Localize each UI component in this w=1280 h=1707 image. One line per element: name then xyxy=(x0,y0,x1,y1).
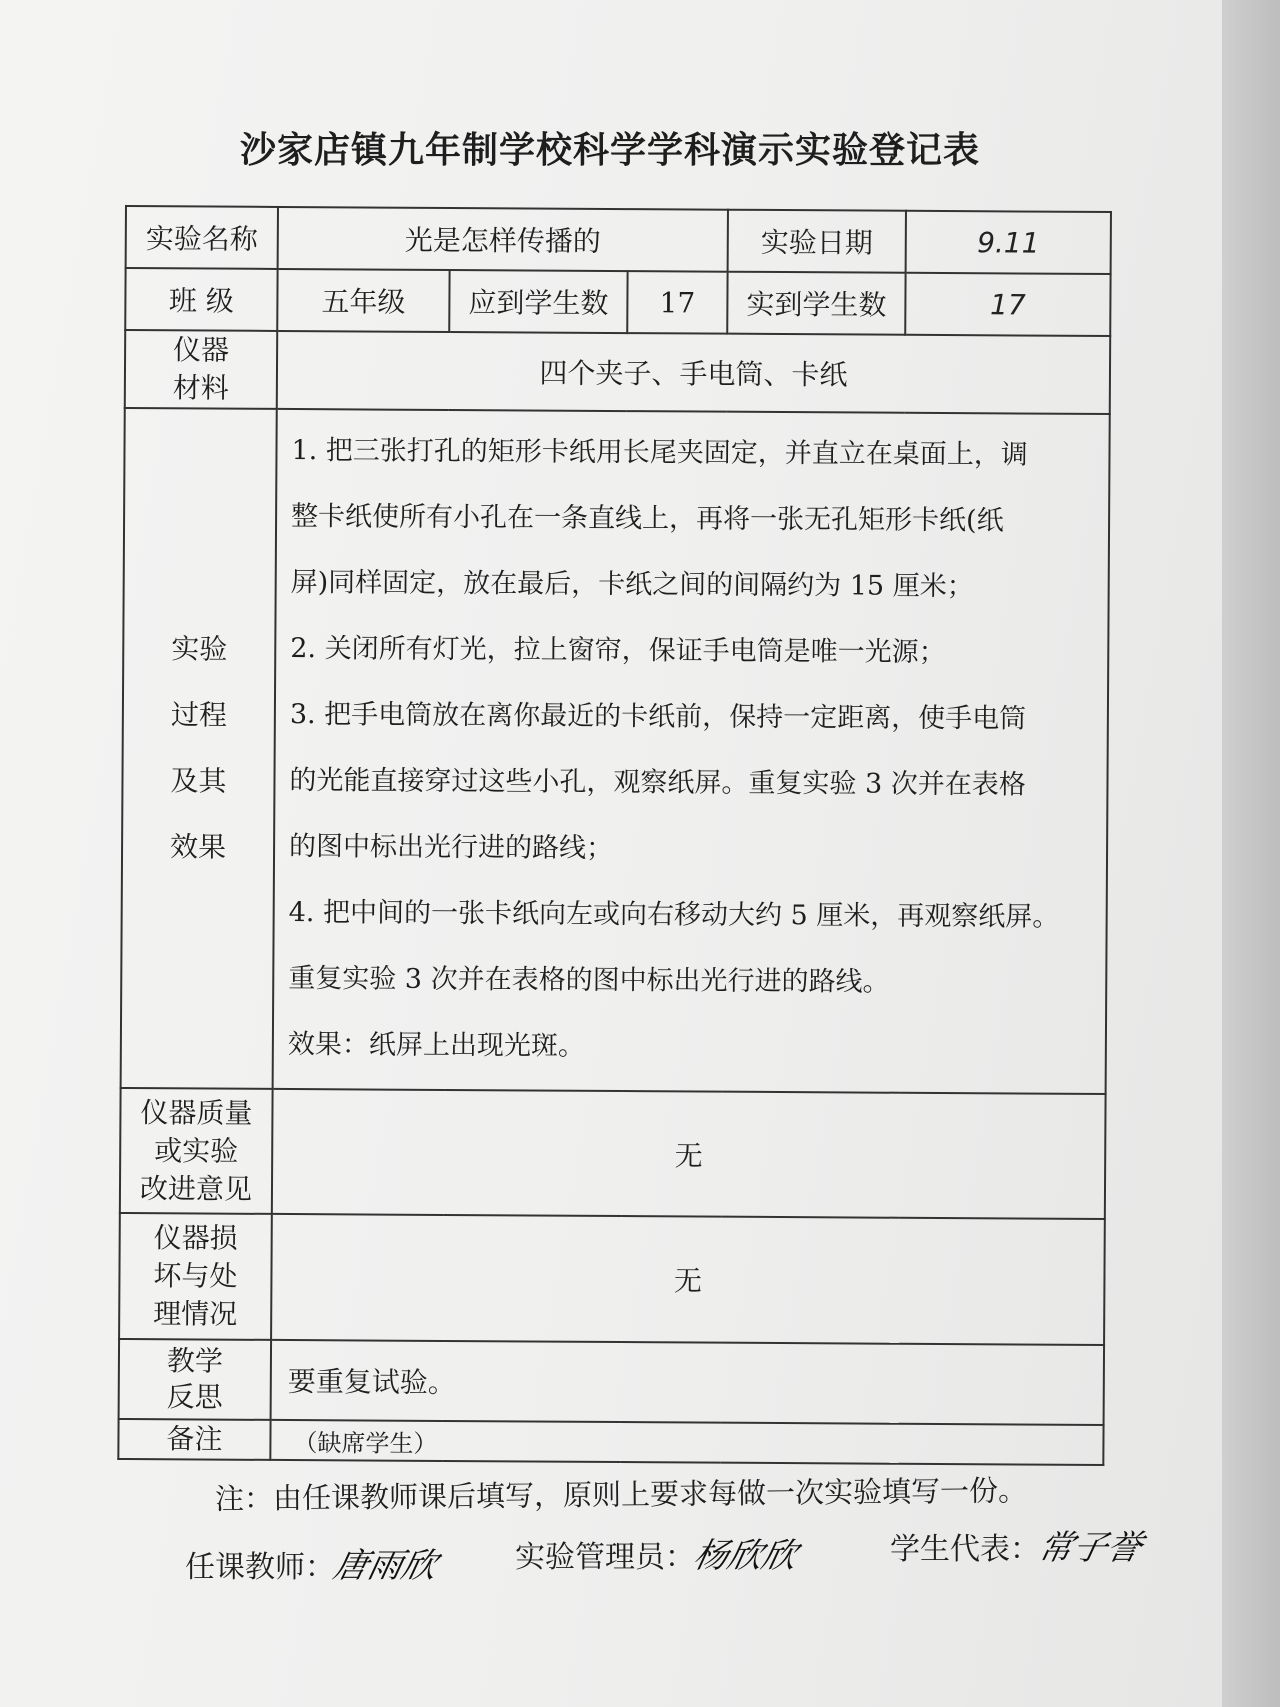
student-signature: 常子誉 xyxy=(1035,1528,1146,1568)
footnote: 注：由任课教师课后填写，原则上要求每做一次实验填写一份。 xyxy=(214,1473,1028,1516)
process-label xyxy=(121,408,277,1089)
instruments-label-line1: 仪器 xyxy=(172,333,230,368)
process-line: 重复实验 3 次并在表格的图中标出光行进的路线。 xyxy=(288,963,890,998)
process-line: 的光能直接穿过这些小孔，观察纸屏。重复实验 3 次并在表格 xyxy=(289,765,1026,801)
expected-students-value: 17 xyxy=(627,271,727,334)
reflection-value: 要重复试验。 xyxy=(271,1340,1104,1425)
remarks-value: （缺席学生） xyxy=(270,1420,1103,1465)
teacher-label: 任课教师： xyxy=(185,1550,335,1585)
row-instruments xyxy=(125,330,1110,414)
damage-label xyxy=(119,1213,272,1339)
row-remarks xyxy=(118,1419,1103,1465)
quality-label-line3: 改进意见 xyxy=(139,1171,253,1206)
experiment-name-value: 光是怎样传播的 xyxy=(278,207,728,272)
damage-label-line3: 理情况 xyxy=(153,1297,238,1331)
damage-label-line2: 坏与处 xyxy=(153,1259,238,1293)
experiment-name-label: 实验名称 xyxy=(126,206,278,269)
instruments-label xyxy=(125,330,277,409)
quality-label-line2: 或实验 xyxy=(154,1133,239,1168)
process-line: 的图中标出光行进的路线； xyxy=(288,831,614,865)
damage-label-line1: 仪器损 xyxy=(153,1221,238,1255)
reflection-label xyxy=(119,1339,271,1420)
class-value: 五年级 xyxy=(277,269,449,332)
reflection-label-line1: 教学 xyxy=(166,1344,224,1378)
student-signature-block xyxy=(890,1520,1146,1569)
admin-signature: 杨欣欣 xyxy=(690,1536,801,1576)
process-content xyxy=(273,409,1110,1094)
quality-label-line1: 仪器质量 xyxy=(140,1095,253,1130)
process-line: 3. 把手电筒放在离你最近的卡纸前，保持一定距离，使手电筒 xyxy=(289,699,1027,735)
process-line: 屏)同样固定，放在最后，卡纸之间的间隔约为 15 厘米； xyxy=(290,567,974,603)
process-label-line3: 及其 xyxy=(170,764,227,798)
process-effect-line: 效果：纸屏上出现光斑。 xyxy=(287,1029,585,1062)
process-label-line1: 实验 xyxy=(171,632,228,666)
teacher-signature-block xyxy=(185,1538,441,1587)
row-experiment-name xyxy=(126,206,1111,274)
expected-students-label: 应到学生数 xyxy=(449,270,627,333)
instruments-label-line2: 材料 xyxy=(172,371,229,405)
admin-label: 实验管理员： xyxy=(515,1540,695,1575)
process-line: 1. 把三张打孔的矩形卡纸用长尾夹固定，并直立在桌面上，调 xyxy=(291,435,1028,471)
damage-value: 无 xyxy=(271,1214,1105,1344)
experiment-date-label: 实验日期 xyxy=(728,210,906,273)
row-damage xyxy=(119,1213,1105,1344)
process-label-line2: 过程 xyxy=(170,698,227,732)
process-line: 4. 把中间的一张卡纸向左或向右移动大约 5 厘米，再观察纸屏。 xyxy=(288,897,1060,933)
teacher-signature: 唐雨欣 xyxy=(330,1546,441,1586)
instruments-value: 四个夹子、手电筒、卡纸 xyxy=(277,331,1110,414)
actual-students-value: 17 xyxy=(905,273,1110,336)
process-line: 整卡纸使所有小孔在一条直线上，再将一张无孔矩形卡纸(纸 xyxy=(291,501,1004,537)
form-title: 沙家店镇九年制学校科学学科演示实验登记表 xyxy=(239,130,980,171)
process-label-line4: 效果 xyxy=(169,830,227,864)
row-class xyxy=(125,268,1110,336)
remarks-label: 备注 xyxy=(118,1419,270,1460)
actual-students-label: 实到学生数 xyxy=(727,272,905,335)
class-label: 班 级 xyxy=(125,268,277,331)
row-process xyxy=(121,408,1110,1094)
process-line: 2. 关闭所有灯光，拉上窗帘，保证手电筒是唯一光源； xyxy=(290,633,946,669)
row-reflection xyxy=(119,1339,1104,1425)
experiment-date-value: 9.11 xyxy=(906,211,1111,274)
admin-signature-block xyxy=(515,1528,801,1577)
row-quality xyxy=(120,1088,1106,1219)
quality-value: 无 xyxy=(272,1089,1106,1219)
experiment-form-table xyxy=(117,205,1112,1466)
student-label: 学生代表： xyxy=(890,1532,1040,1567)
background-edge xyxy=(1222,0,1280,1707)
quality-label xyxy=(120,1088,273,1214)
reflection-label-line2: 反思 xyxy=(166,1380,223,1414)
